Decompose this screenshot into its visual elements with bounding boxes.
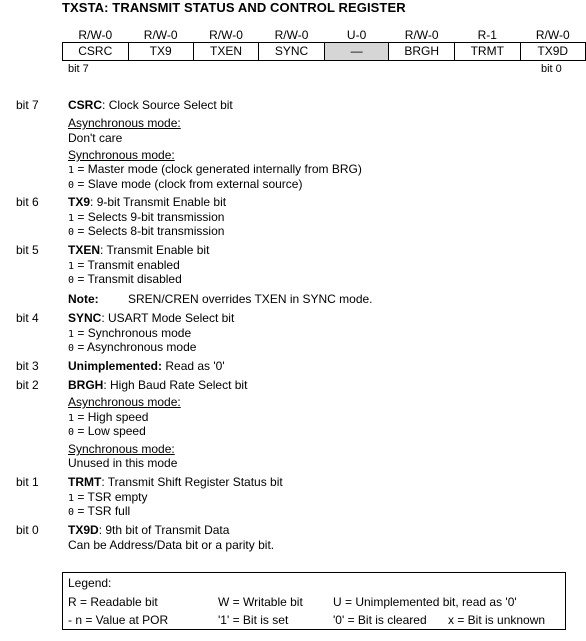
legend-bit-unknown: x = Bit is unknown: [448, 613, 546, 627]
bit0-heading: TX9D: 9th bit of Transmit Data: [68, 523, 230, 537]
access-bit6: R/W-0: [143, 28, 178, 42]
bit5-value-1: 1 = Transmit enabled: [68, 258, 180, 272]
bit2-name: BRGH: [68, 378, 104, 392]
access-bit7: R/W-0: [78, 28, 113, 42]
bit1-name: TRMT: [68, 475, 102, 489]
bit5-desc: Transmit Enable bit: [106, 243, 210, 257]
bit4-value-1: 1 = Synchronous mode: [68, 326, 192, 340]
bitname-txen: TXEN: [193, 43, 258, 61]
bit6-value-1: 1 = Selects 9-bit transmission: [68, 210, 225, 224]
access-bit5: R/W-0: [209, 28, 243, 42]
bit-name-row: [63, 43, 586, 61]
bitname-trmt: TRMT: [454, 43, 520, 61]
access-row: [63, 28, 586, 43]
bitname-tx9d: TX9D: [520, 43, 585, 61]
register-title: TXSTA: TRANSMIT STATUS AND CONTROL REGISTER: [62, 0, 406, 15]
bitname-sync: SYNC: [259, 43, 325, 61]
bit0-label: bit 0: [16, 523, 39, 537]
bit2-value-1: 1 = High speed: [68, 410, 149, 424]
bit7-sync-1: 1 = Master mode (clock generated internally from BRG): [68, 162, 362, 176]
bit4-desc: USART Mode Select bit: [108, 311, 235, 325]
bit3-heading: [68, 359, 225, 373]
legend-readable: R = Readable bit: [68, 595, 158, 609]
bit6-desc: 9-bit Transmit Enable bit: [96, 195, 227, 209]
bit3-desc: Read as '0': [165, 359, 225, 373]
bit6-heading: TX9: 9-bit Transmit Enable bit: [68, 195, 227, 209]
bit7-async-heading: Asynchronous mode:: [68, 116, 181, 130]
bit5-note-text: SREN/CREN overrides TXEN in SYNC mode.: [128, 292, 373, 306]
bit5-value-0: 0 = Transmit disabled: [68, 272, 182, 286]
bit1-desc: Transmit Shift Register Status bit: [107, 475, 283, 489]
legend-unimplemented: U = Unimplemented bit, read as '0': [333, 595, 517, 609]
bit6-name: TX9: [68, 195, 91, 209]
bit7-sync-heading: Synchronous mode:: [68, 148, 175, 162]
bit5-label: bit 5: [16, 243, 39, 257]
bit2-heading: BRGH: High Baud Rate Select bit: [68, 378, 248, 392]
bitname-brgh: BRGH: [389, 43, 455, 61]
bit7-name: CSRC: [68, 98, 103, 112]
access-bit2: R/W-0: [404, 28, 439, 42]
bit1-label: bit 1: [16, 475, 39, 489]
bit7-label: bit 7: [16, 98, 39, 112]
bit0-extra-text: Can be Address/Data bit or a parity bit.: [68, 538, 275, 552]
bit1-heading: TRMT: Transmit Shift Register Status bit: [68, 475, 283, 489]
legend-bit-cleared: '0' = Bit is cleared: [333, 613, 427, 627]
bit6-label: bit 6: [16, 195, 39, 209]
bit6-value-0: 0 = Selects 8-bit transmission: [68, 224, 225, 238]
bit5-note-label: Note:: [68, 292, 99, 306]
bit2-sync-heading: Synchronous mode:: [68, 442, 175, 456]
bit2-desc: High Baud Rate Select bit: [110, 378, 248, 392]
bit3-label: bit 3: [16, 359, 39, 373]
bit7-desc: Clock Source Select bit: [108, 98, 233, 112]
bitname-unimplemented: —: [324, 43, 389, 61]
legend-bit-set: '1' = Bit is set: [218, 613, 289, 627]
access-bit3: U-0: [346, 28, 367, 42]
bit4-label: bit 4: [16, 311, 39, 325]
bit7-heading: CSRC: Clock Source Select bit: [68, 98, 233, 112]
bit7-sync-0: 0 = Slave mode (clock from external source): [68, 177, 303, 191]
bit0-name: TX9D: [68, 523, 99, 537]
bitname-csrc: CSRC: [63, 43, 129, 61]
msb-label: bit 7: [68, 63, 89, 75]
bit2-label: bit 2: [16, 378, 39, 392]
bit2-async-heading: Asynchronous mode:: [68, 395, 181, 409]
bit3-name: Unimplemented:: [68, 359, 163, 373]
bit5-name: TXEN: [68, 243, 101, 257]
legend-writable: W = Writable bit: [218, 595, 303, 609]
legend-heading: Legend:: [68, 576, 112, 590]
bitname-tx9: TX9: [128, 43, 193, 61]
bit7-async-text: Don't care: [68, 131, 123, 145]
register-bit-table: [62, 28, 586, 61]
access-bit1: R-1: [477, 28, 497, 42]
legend-por: - n = Value at POR: [68, 613, 169, 627]
access-bit0: R/W-0: [535, 28, 570, 42]
access-bit4: R/W-0: [274, 28, 309, 42]
bit1-value-0: 0 = TSR full: [68, 504, 131, 518]
bit4-name: SYNC: [68, 311, 102, 325]
bit4-value-0: 0 = Asynchronous mode: [68, 340, 197, 354]
lsb-label: bit 0: [541, 63, 562, 75]
bit1-value-1: 1 = TSR empty: [68, 490, 148, 504]
bit4-heading: SYNC: USART Mode Select bit: [68, 311, 235, 325]
bit2-value-0: 0 = Low speed: [68, 424, 146, 438]
legend-box: [62, 572, 566, 630]
bit0-desc: 9th bit of Transmit Data: [105, 523, 230, 537]
bit5-heading: TXEN: Transmit Enable bit: [68, 243, 210, 257]
bit2-sync-text: Unused in this mode: [68, 456, 178, 470]
